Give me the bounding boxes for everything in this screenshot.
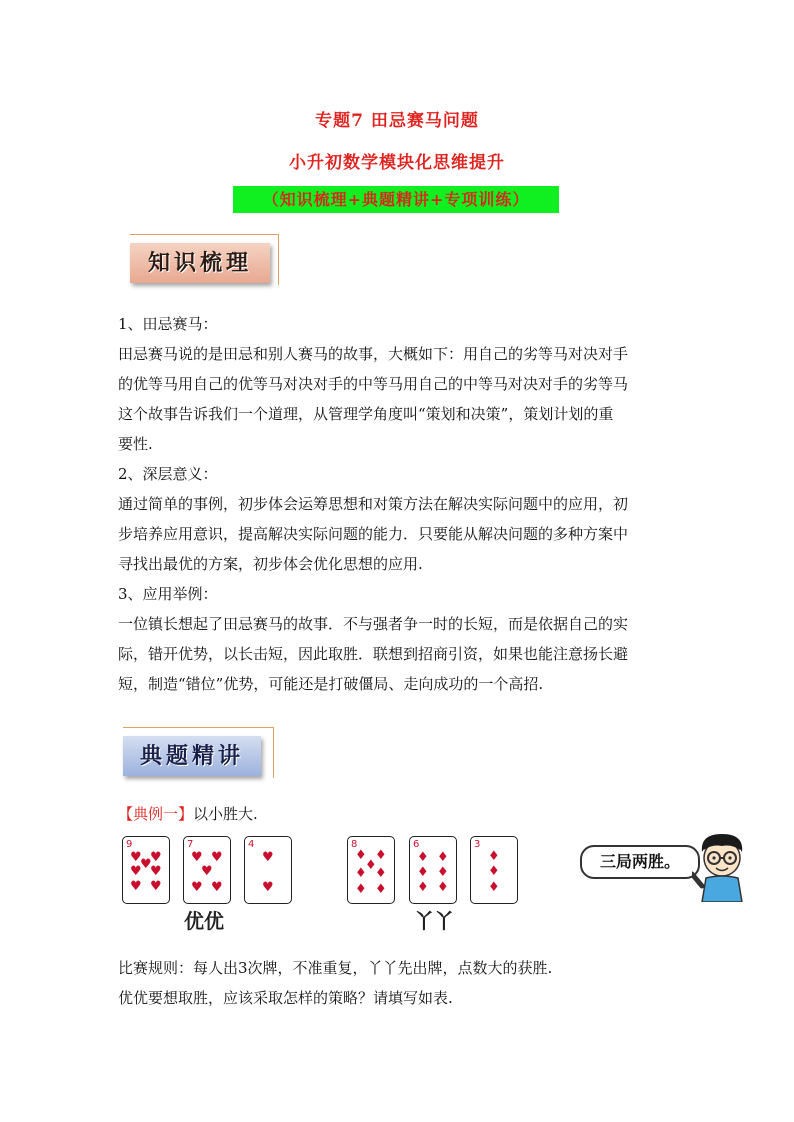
knowledge-heading: 2、深层意义： (118, 465, 218, 483)
diamond-icon: ♦ (437, 850, 449, 865)
heart-icon: ♥ (191, 880, 203, 895)
diamond-icon: ♦ (355, 866, 367, 881)
card-rank: 4 (248, 839, 255, 850)
card-rank: 7 (187, 839, 194, 850)
diamond-icon: ♦ (355, 848, 367, 863)
card-rank: 8 (351, 839, 358, 850)
playing-card (347, 836, 395, 904)
knowledge-heading: 3、应用举例： (118, 585, 218, 603)
diamond-icon: ♦ (365, 858, 377, 873)
section-knowledge-title: 知识梳理 (130, 243, 270, 283)
knowledge-line: 步培养应用意识，提高解决实际问题的能力．只要能从解决问题的多种方案中 (118, 525, 629, 543)
diamond-icon: ♦ (417, 880, 429, 895)
knowledge-line: 一位镇长想起了田忌赛马的故事．不与强者争一时的长短，而是依据自己的实 (118, 615, 629, 633)
player1-name: 优优 (184, 909, 224, 933)
question-text: 优优要想取胜，应该采取怎样的策略？请填写如表. (118, 989, 453, 1007)
card-rank: 6 (413, 839, 420, 850)
player2-name: 丫丫 (414, 909, 454, 933)
diamond-icon: ♦ (488, 849, 500, 864)
cartoon-boy-illustration (692, 830, 752, 902)
heart-icon: ♥ (191, 850, 203, 865)
diamond-icon: ♦ (355, 882, 367, 897)
doc-title: 专题7 田忌赛马问题 (315, 111, 479, 131)
diamond-icon: ♦ (437, 865, 449, 880)
diamond-icon: ♦ (375, 848, 387, 863)
playing-card (183, 836, 231, 904)
example-rules (118, 953, 552, 1013)
heart-icon: ♥ (130, 864, 142, 879)
knowledge-line: 寻找出最优的方案，初步体会优化思想的应用. (118, 555, 423, 573)
heart-icon: ♥ (262, 880, 274, 895)
playing-card (122, 836, 170, 904)
rules-text: 比赛规则：每人出3次牌，不准重复，丫丫先出牌，点数大的获胜. (118, 959, 553, 977)
heart-icon: ♥ (130, 879, 142, 894)
playing-card (470, 836, 518, 904)
diamond-icon: ♦ (375, 882, 387, 897)
knowledge-body (118, 309, 678, 699)
knowledge-line: 田忌赛马说的是田忌和别人赛马的故事，大概如下：用自己的劣等马对决对手 (118, 345, 629, 363)
diamond-icon: ♦ (437, 880, 449, 895)
knowledge-heading: 1、田忌赛马： (118, 315, 218, 333)
knowledge-line: 这个故事告诉我们一个道理，从管理学角度叫“策划和决策”，策划计划的重 (118, 405, 614, 423)
heart-icon: ♥ (130, 850, 142, 865)
card-rank: 9 (126, 839, 133, 850)
heart-icon: ♥ (211, 850, 223, 865)
diamond-icon: ♦ (488, 880, 500, 895)
diamond-icon: ♦ (417, 850, 429, 865)
heart-icon: ♥ (150, 864, 162, 879)
heart-icon: ♥ (211, 880, 223, 895)
knowledge-line: 际，错开优势，以长击短，因此取胜．联想到招商引资，如果也能注意扬长避 (118, 645, 629, 663)
playing-card (409, 836, 457, 904)
card-rank: 3 (474, 839, 481, 850)
heart-icon: ♥ (262, 850, 274, 865)
speech-bubble: 三局两胜。 (580, 845, 700, 879)
playing-card (244, 836, 292, 904)
diamond-icon: ♦ (488, 864, 500, 879)
diamond-icon: ♦ (417, 865, 429, 880)
section-examples-title: 典题精讲 (123, 736, 261, 776)
heart-icon: ♥ (150, 879, 162, 894)
knowledge-line: 短，制造“错位”优势，可能还是打破僵局、走向成功的一个高招. (118, 675, 544, 693)
section-knowledge-header (130, 234, 279, 285)
heart-icon: ♥ (201, 864, 213, 879)
knowledge-line: 通过简单的事例，初步体会运筹思想和对策方法在解决实际问题中的应用，初 (118, 495, 629, 513)
doc-subtitle: 小升初数学模块化思维提升 (289, 153, 505, 173)
diamond-icon: ♦ (375, 866, 387, 881)
heart-icon: ♥ (140, 857, 152, 872)
example-text: 以小胜大. (193, 805, 258, 823)
knowledge-line: 的优等马用自己的优等马对决对手的中等马用自己的中等马对决对手的劣等马 (118, 375, 629, 393)
heart-icon: ♥ (150, 850, 162, 865)
knowledge-line: 要性. (118, 435, 153, 453)
example-heading (118, 803, 258, 824)
doc-tagline: （知识梳理+典题精讲+专项训练） (233, 186, 559, 213)
section-examples-header (123, 727, 274, 778)
example-tag: 【典例一】 (118, 805, 194, 823)
